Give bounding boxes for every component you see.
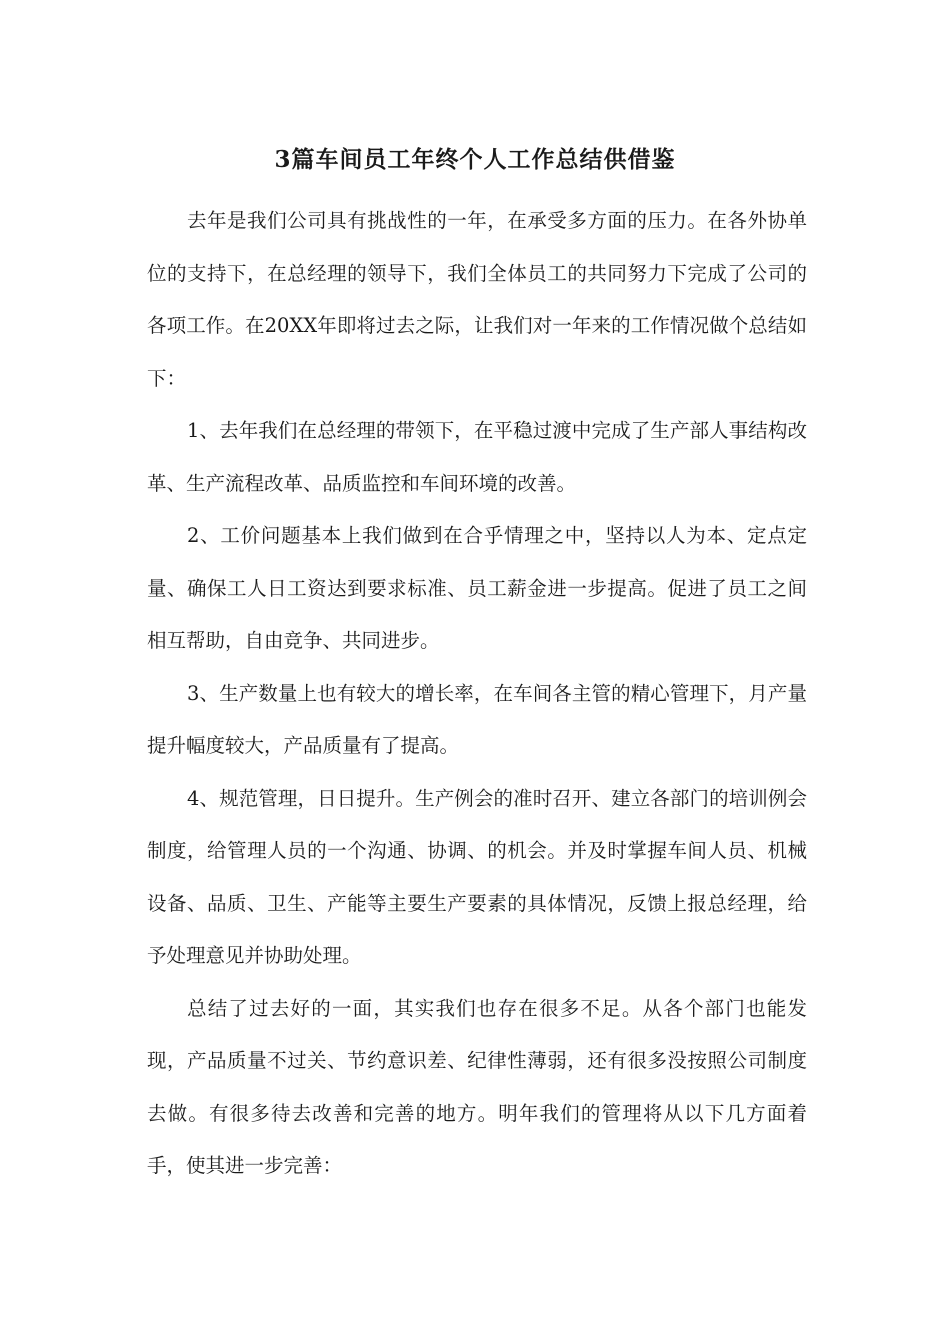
- paragraph-item-1: 1、去年我们在总经理的带领下，在平稳过渡中完成了生产部人事结构改革、生产流程改革、品质监控和车间环境的改善。: [147, 419, 807, 495]
- document-body: [147, 195, 807, 1193]
- paragraph-item-4: 4、规范管理，日日提升。生产例会的准时召开、建立各部门的培训例会制度，给管理人员的一个沟通、协调、的机会。并及时掌握车间人员、机械设备、品质、卫生、产能等主要生产要素的具体情况，反馈上报总经理，给予处理意见并协助处理。: [147, 786, 807, 967]
- paragraph-intro: 去年是我们公司具有挑战性的一年，在承受多方面的压力。在各外协单位的支持下，在总经理的领导下，我们全体员工的共同努力下完成了公司的各项工作。在20XX年即将过去之际，让我们对一年来的工作情况做个总结如下：: [147, 209, 807, 390]
- paragraph-item-3: 3、生产数量上也有较大的增长率，在车间各主管的精心管理下，月产量提升幅度较大，产品质量有了提高。: [147, 681, 807, 757]
- paragraph-item-2: 2、工价问题基本上我们做到在合乎情理之中，坚持以人为本、定点定量、确保工人日工资达到要求标准、员工薪金进一步提高。促进了员工之间相互帮助，自由竞争、共同进步。: [147, 524, 807, 652]
- document-title: 3篇车间员工年终个人工作总结供借鉴: [274, 146, 676, 173]
- paragraph-summary: 总结了过去好的一面，其实我们也存在很多不足。从各个部门也能发现，产品质量不过关、节约意识差、纪律性薄弱，还有很多没按照公司制度去做。有很多待去改善和完善的地方。明年我们的管理将从以下几方面着手，使其进一步完善：: [147, 996, 807, 1177]
